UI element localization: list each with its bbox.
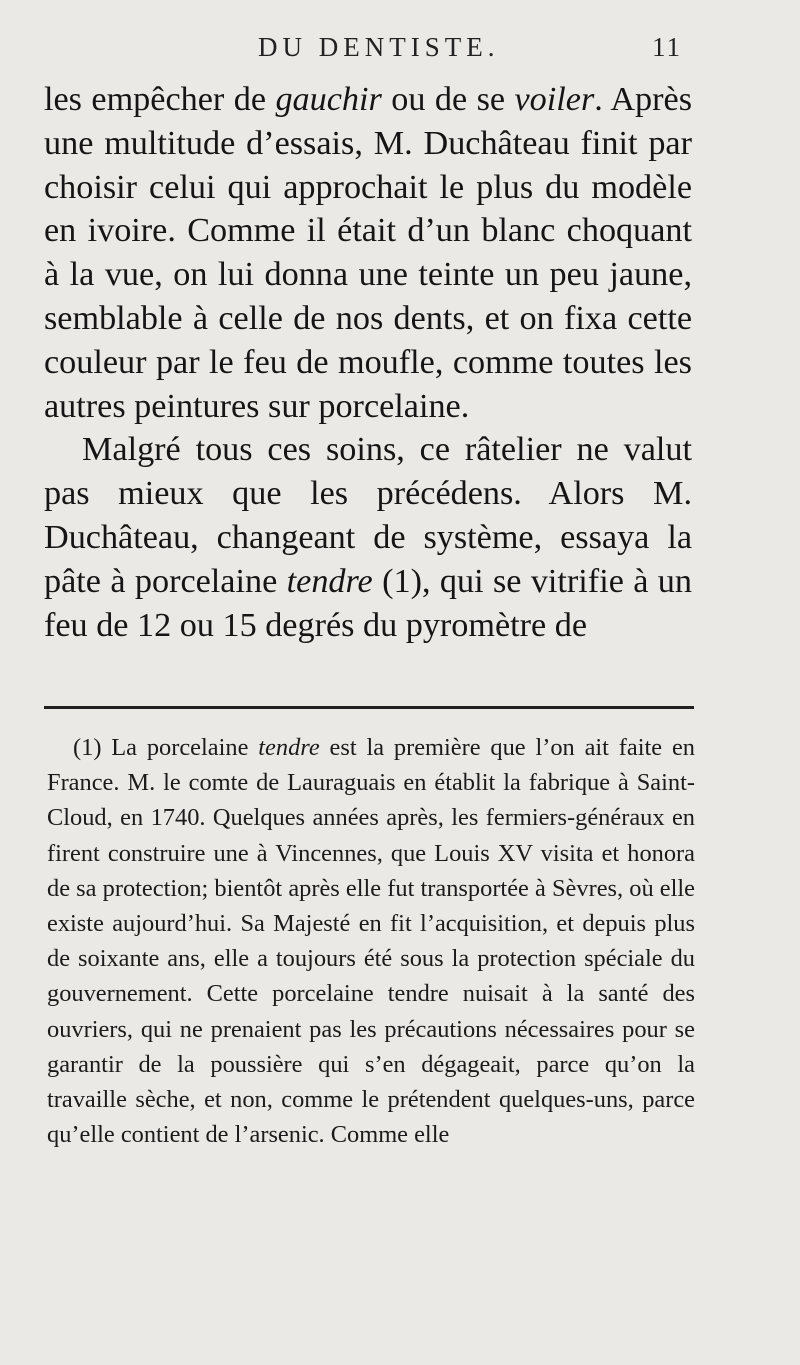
footnote-text: (1) La porcelaine tendre est la première que l’on ait faite en France. M. le comte de Lauraguais en établit la fabrique à Saint-Cloud, en 1740. Quelques années après, les fermiers-généraux en firent construire une à Vincennes, que Louis XV visita et honora de sa protection; bientôt après elle fut transportée à Sèvres, où elle existe aujourd’hui. Sa Majesté en fit l’acquisition, et depuis plus de soixante ans, elle a toujours été sous la protection spéciale du gouvernement. Cette porcelaine tendre nuisait à la santé des ouvriers, qui ne prenaient pas les précautions nécessaires pour se garantir de la poussière qui s’en dégageait, parce qu’on la travaille sèche, et non, comme le prétendent quelques-uns, parce qu’elle contient de l’arsenic. Comme elle: [47, 734, 695, 1149]
italic-term: voiler: [514, 81, 595, 118]
italic-term: tendre: [286, 562, 373, 600]
running-title: DU DENTISTE.: [258, 32, 500, 62]
paragraph-2: Malgré tous ces soins, ce râtelier ne valut pas mieux que les précédens. Alors M. Duchâteau, changeant de système, essaya la pâte à porcelaine tendre (1), qui se vitrifie à un feu de 12 ou 15 degrés du pyromètre de: [44, 431, 692, 644]
page-number: 11: [652, 32, 682, 62]
paragraph-1: les empêcher de gauchir ou de se voiler. Après une multitude d’essais, M. Duchâteau finit par choisir celui qui approchait le plus du modèle en ivoire. Comme il était d’un blanc choquant à la vue, on lui donna une teinte un peu jaune, semblable à celle de nos dents, et on fixa cette couleur par le feu de moufle, comme toutes les autres peintures sur porcelaine.: [44, 81, 692, 425]
footnote: [47, 730, 695, 1152]
footnote-separator: [44, 706, 694, 709]
italic-term: gauchir: [275, 81, 382, 118]
page-header: [0, 32, 800, 72]
italic-term: tendre: [258, 734, 320, 761]
main-text: [44, 78, 692, 647]
